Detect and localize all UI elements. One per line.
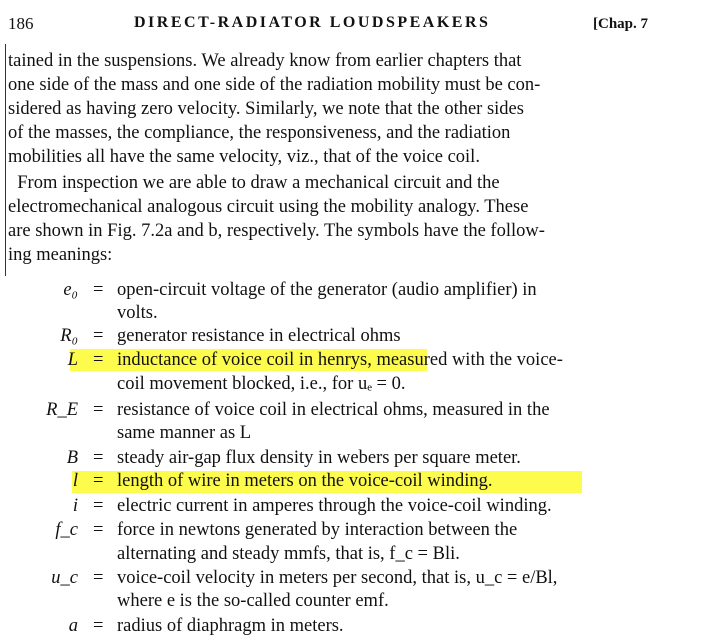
definition-continuation: same manner as L: [117, 423, 252, 443]
column-rule: [5, 44, 6, 276]
definition-text: electric current in amperes through the voice-coil winding.: [117, 496, 552, 516]
page-number: 186: [8, 14, 34, 33]
definition-text: resistance of voice coil in electrical ohms, measured in the: [117, 400, 550, 420]
paragraph-line: electromechanical analogous circuit using the mobility analogy. These: [8, 197, 529, 217]
paragraph-line: sidered as having zero velocity. Similarly, we note that the other sides: [8, 99, 524, 119]
definition-row: [0, 469, 708, 493]
definition-continuation: alternating and steady mmfs, that is, f_c = Bli.: [117, 544, 460, 564]
definition-symbol: R_E: [46, 400, 78, 420]
definition-row: [0, 494, 708, 518]
equals-sign: =: [93, 496, 104, 516]
paragraph-line: one side of the mass and one side of the radiation mobility must be con-: [8, 75, 541, 95]
definition-symbol: R₀: [60, 326, 78, 346]
equals-sign: =: [93, 448, 104, 468]
definition-continuation: coil movement blocked, i.e., for uₑ = 0.: [117, 374, 406, 394]
paragraph-line: From inspection we are able to draw a mechanical circuit and the: [8, 173, 500, 193]
paragraph-line: mobilities all have the same velocity, viz., that of the voice coil.: [8, 147, 480, 167]
definition-text: [117, 348, 563, 372]
definition-continuation: where e is the so-called counter emf.: [117, 591, 389, 611]
definition-text-rest: , measured with the voice-: [367, 350, 563, 370]
definition-row: [0, 278, 708, 302]
equals-sign: =: [93, 280, 104, 300]
definition-row: [0, 446, 708, 470]
equals-sign: =: [93, 350, 104, 370]
paragraph-line: are shown in Fig. 7.2a and b, respectively. The symbols have the follow-: [8, 221, 545, 241]
definition-symbol: l: [72, 471, 78, 491]
running-title: DIRECT-RADIATOR LOUDSPEAKERS: [134, 14, 491, 31]
paragraph-line: tained in the suspensions. We already know from earlier chapters that: [8, 51, 522, 71]
definition-symbol: i: [72, 496, 78, 516]
definition-symbol: f_c: [55, 520, 78, 540]
definition-row: [0, 518, 708, 542]
paragraph-line: ing meanings:: [8, 245, 113, 265]
definition-row: [0, 566, 708, 590]
equals-sign: =: [93, 520, 104, 540]
definition-symbol: B: [66, 448, 78, 468]
definition-symbol: u_c: [51, 568, 78, 588]
definition-symbol: a: [68, 616, 78, 636]
definition-text: open-circuit voltage of the generator (audio amplifier) in: [117, 280, 537, 300]
definition-symbol: e₀: [63, 280, 78, 300]
highlighted-text: inductance of voice coil in henrys: [117, 350, 368, 370]
equals-sign: =: [93, 568, 104, 588]
definition-text: radius of diaphragm in meters.: [117, 616, 344, 636]
equals-sign: =: [93, 400, 104, 420]
definition-row: [0, 398, 708, 422]
equals-sign: =: [93, 471, 104, 491]
highlighted-text: length of wire in meters on the voice-coil winding.: [117, 471, 493, 491]
page-header: [8, 14, 658, 36]
equals-sign: =: [93, 326, 104, 346]
definition-text: steady air-gap flux density in webers per square meter.: [117, 448, 521, 468]
chapter-label: [Chap. 7: [593, 16, 649, 32]
paragraph-line: of the masses, the compliance, the responsiveness, and the radiation: [8, 123, 511, 143]
definition-continuation: volts.: [117, 303, 158, 323]
definition-symbol: L: [67, 350, 78, 370]
definition-row: [0, 324, 708, 348]
equals-sign: =: [93, 616, 104, 636]
definition-row: [0, 614, 708, 638]
definition-row: [0, 348, 708, 372]
definition-text: generator resistance in electrical ohms: [117, 326, 401, 346]
definition-text: voice-coil velocity in meters per second, that is, u_c = e/Bl,: [117, 568, 558, 588]
definition-text: force in newtons generated by interaction between the: [117, 520, 518, 540]
